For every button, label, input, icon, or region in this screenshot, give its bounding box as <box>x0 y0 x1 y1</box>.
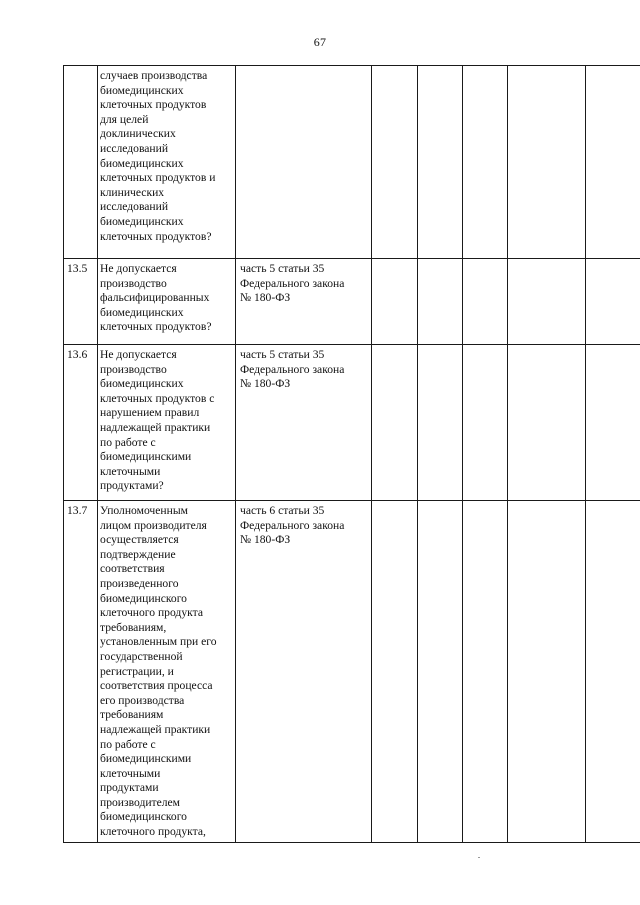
page-number: 67 <box>313 35 327 49</box>
empty-cell <box>463 345 508 501</box>
legal-basis-cell <box>236 66 372 259</box>
empty-cell <box>418 66 463 259</box>
legal-basis-cell: часть 5 статьи 35 Федерального закона № 180-ФЗ <box>236 345 372 501</box>
checklist-table <box>63 65 640 843</box>
table-row <box>64 259 640 345</box>
empty-cell <box>372 259 418 345</box>
empty-cell <box>418 345 463 501</box>
question-cell: Уполномоченным лицом производителя осуществляется подтверждение соответствия произведенного биомедицинского клеточного продукта требованиям, установленным при его государственной регистрации, и соответствия процесса его производства требованиям надлежащей практики по работе с биомедицинскими клеточными продуктами производителем биомедицинского клеточного продукта, <box>98 501 236 843</box>
question-cell: Не допускается производство биомедицинских клеточных продуктов с нарушением правил надлежащей практики по работе с биомедицинскими клеточными продуктами? <box>98 345 236 501</box>
legal-basis-cell: часть 5 статьи 35 Федерального закона № 180-ФЗ <box>236 259 372 345</box>
item-number-cell: 13.6 <box>64 345 98 501</box>
empty-cell <box>508 66 586 259</box>
question-cell: Не допускается производство фальсифицированных биомедицинских клеточных продуктов? <box>98 259 236 345</box>
empty-cell <box>372 345 418 501</box>
table-row <box>64 501 640 843</box>
table-row <box>64 66 640 259</box>
empty-cell <box>463 259 508 345</box>
scan-speck <box>478 857 480 858</box>
legal-basis-cell: часть 6 статьи 35 Федерального закона № 180-ФЗ <box>236 501 372 843</box>
empty-cell <box>586 501 640 843</box>
empty-cell <box>463 501 508 843</box>
empty-cell <box>508 345 586 501</box>
empty-cell <box>418 501 463 843</box>
table-row <box>64 345 640 501</box>
empty-cell <box>372 501 418 843</box>
empty-cell <box>586 259 640 345</box>
empty-cell <box>586 66 640 259</box>
empty-cell <box>586 345 640 501</box>
empty-cell <box>508 259 586 345</box>
empty-cell <box>508 501 586 843</box>
item-number-cell: 13.7 <box>64 501 98 843</box>
empty-cell <box>372 66 418 259</box>
empty-cell <box>463 66 508 259</box>
empty-cell <box>418 259 463 345</box>
item-number-cell <box>64 66 98 259</box>
item-number-cell: 13.5 <box>64 259 98 345</box>
question-cell: случаев производства биомедицинских клеточных продуктов для целей доклинических исследований биомедицинских клеточных продуктов и клинических исследований биомедицинских клеточных продуктов? <box>98 66 236 259</box>
